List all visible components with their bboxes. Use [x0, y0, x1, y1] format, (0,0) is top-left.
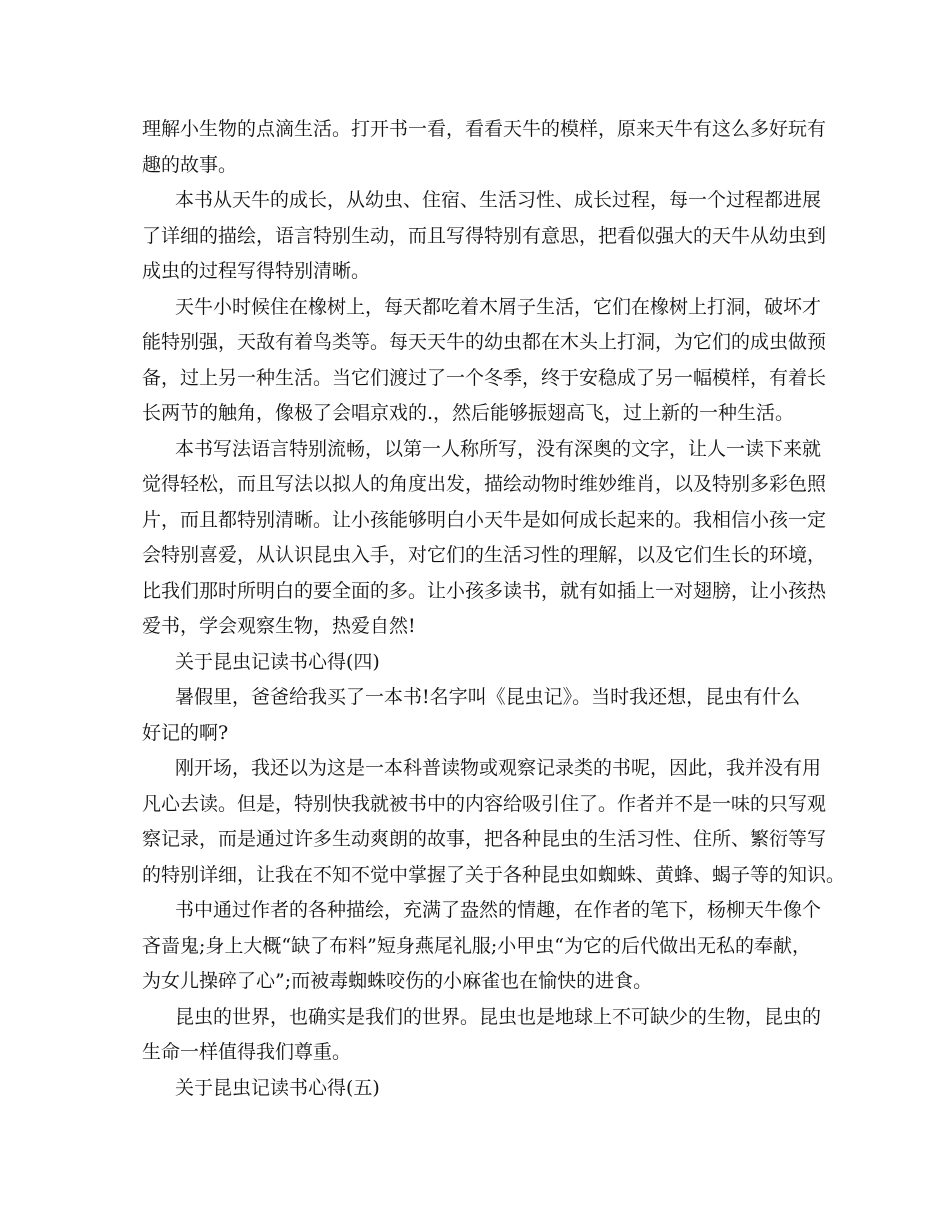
text-line: 趣的故事。 [142, 153, 238, 176]
text-line: 关于昆虫记读书心得(五) [175, 1076, 380, 1099]
text-line: 好记的啊? [142, 721, 229, 744]
text-line: 成虫的过程写得特别清晰。 [142, 260, 371, 282]
text-line: 书中通过作者的各种描绘，充满了盎然的情趣，在作者的笔下，杨柳天牛像个 [175, 899, 822, 921]
text-line: 昆虫的世界，也确实是我们的世界。昆虫也是地球上不可缺少的生物，昆虫的 [175, 1005, 822, 1028]
text-line: 暑假里，爸爸给我买了一本书!名字叫《昆虫记》。当时我还想，昆虫有什么 [175, 686, 801, 708]
text-line: 察记录，而是通过许多生动爽朗的故事，把各种昆虫的生活习性、住所、繁衍等写 [142, 828, 827, 850]
text-line: 天牛小时候住在橡树上，每天都吃着木屑子生活，它们在橡树上打洞，破坏才 [175, 295, 822, 318]
text-line: 爱书，学会观察生物，热爱自然! [142, 615, 416, 637]
text-line: 本书从天牛的成长，从幼虫、住宿、生活习性、成长过程，每一个过程都进展 [175, 189, 822, 211]
text-line: 了详细的描绘，语言特别生动，而且写得特别有意思，把看似强大的天牛从幼虫到 [142, 224, 827, 247]
text-line: 备，过上另一种生活。当它们渡过了一个冬季，终于安稳成了另一幅模样，有着长 [142, 366, 827, 389]
text-line: 关于昆虫记读书心得(四) [175, 650, 380, 673]
text-line: 会特别喜爱，从认识昆虫入手，对它们的生活习性的理解，以及它们生长的环境， [142, 544, 827, 566]
text-line: 的特别详细，让我在不知不觉中掌握了关于各种昆虫如蜘蛛、黄蜂、蝎子等的知识。 [142, 863, 846, 886]
text-line: 片，而且都特别清晰。让小孩能够明白小天牛是如何成长起来的。我相信小孩一定 [142, 508, 827, 531]
text-line: 长两节的触角，像极了会唱京戏的.，然后能够振翅高飞，过上新的一种生活。 [142, 402, 795, 424]
text-line: 比我们那时所明白的要全面的多。让小孩多读书，就有如插上一对翅膀，让小孩热 [142, 579, 827, 602]
text-line: 觉得轻松，而且写法以拟人的角度出发，描绘动物时维妙维肖，以及特别多彩色照 [142, 473, 827, 495]
document-body [142, 112, 846, 1106]
text-line: 为女儿操碎了心”;而被毒蜘蛛咬伤的小麻雀也在愉快的进食。 [142, 970, 653, 992]
text-line: 吝啬鬼;身上大概“缺了布料”短身燕尾礼服;小甲虫“为它的后代做出无私的奉献， [142, 934, 811, 957]
text-line: 刚开场，我还以为这是一本科普读物或观察记录类的书呢，因此，我并没有用 [175, 757, 822, 779]
text-line: 凡心去读。但是，特别快我就被书中的内容给吸引住了。作者并不是一味的只写观 [142, 792, 827, 815]
text-line: 能特别强，天敌有着鸟类等。每天天牛的幼虫都在木头上打洞，为它们的成虫做预 [142, 331, 827, 353]
text-line: 本书写法语言特别流畅，以第一人称所写，没有深奥的文字，让人一读下来就 [175, 437, 822, 460]
text-line: 生命一样值得我们尊重。 [142, 1041, 352, 1063]
text-line: 理解小生物的点滴生活。打开书一看，看看天牛的模样，原来天牛有这么多好玩有 [142, 118, 827, 140]
